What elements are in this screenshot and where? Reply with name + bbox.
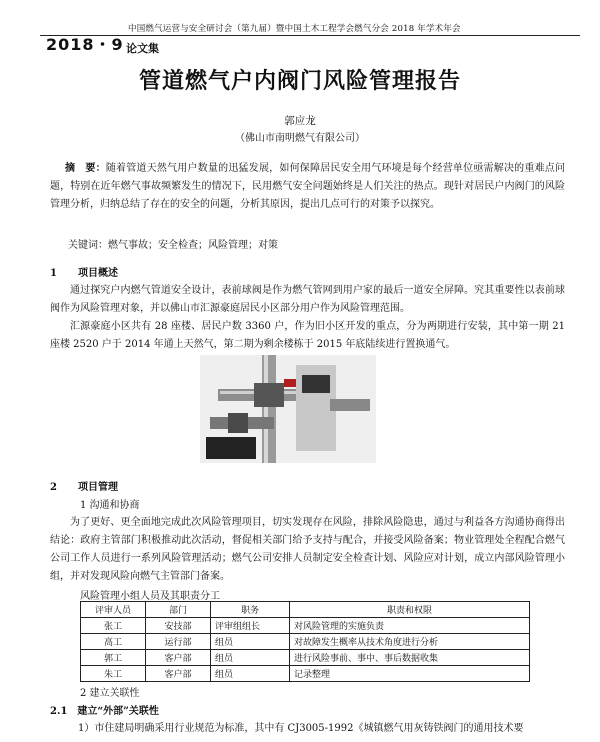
section-1-paragraph-2: 汇源豪庭小区共有 28 座楼、居民户数 3360 户，作为旧小区开发的重点，分为两期进行安装，其中第一期 21 座楼 2520 户于 2014 年通上天然气，第二期为剩余楼栋于 2015 年底陆续进行置换通气。	[50, 321, 565, 350]
dept-cell: 客户部	[146, 650, 211, 666]
subsection-2-1-heading: 2.1 建立“外部”关联性	[50, 706, 159, 717]
header-cell: 职务	[211, 602, 290, 618]
duty-cell: 对故障发生概率从技术角度进行分析	[290, 634, 530, 650]
duty-cell: 记录整理	[290, 666, 530, 682]
header-cell: 职责和权限	[290, 602, 530, 618]
affiliation: （佛山市南明燃气有限公司）	[235, 133, 365, 144]
year-issue: 2018・9	[46, 35, 124, 54]
outlet-pipe	[330, 399, 370, 411]
section-label: 论文集	[126, 42, 159, 55]
responsibility-table	[80, 601, 530, 682]
name-cell: 高工	[81, 634, 146, 650]
table-row	[81, 618, 530, 634]
valve-photo	[200, 355, 376, 463]
role-cell: 组员	[211, 650, 290, 666]
abstract-text: 随着管道天然气用户数量的迅猛发展，如何保障居民安全用气环境是每个经营单位亟需解决的重难点问题，特别在近年燃气事故频繁发生的情况下，民用燃气安全问题始终是人们关注的热点。现针对居民户内阀门的风险管理分析，归纳总结了存在的安全的问题，分析其原因，提出几点可行的对策予以探究。	[50, 163, 566, 210]
role-cell: 评审组组长	[211, 618, 290, 634]
role-cell: 组员	[211, 666, 290, 682]
table-header-row	[81, 602, 530, 618]
ball-valve-body	[254, 383, 284, 407]
name-cell: 郭工	[81, 650, 146, 666]
section-2-paragraph-1: 为了更好、更全面地完成此次风险管理项目，切实发现存在风险，排除风险隐患，通过与利益各方沟通协商得出结论：政府主管部门积极推动此次活动，督促相关部门给予支持与配合，并接受风险备案；物业管理处全程配合燃气公司工作人员进行一系列风险管理活动；燃气公司安排人员制定安全检查计划、风险应对计划，成立内部风险管理小组，并对发现风险向燃气主管部门备案。	[50, 517, 565, 582]
duty-cell: 对风险管理的实施负责	[290, 618, 530, 634]
section-1-number: 1	[50, 268, 57, 279]
subsection-2-2: 2 建立关联性	[80, 688, 140, 699]
subsection-2-1: 1 沟通和协商	[80, 500, 140, 511]
abstract	[50, 160, 565, 214]
keywords: 关键词：燃气事故；安全检查；风险管理；对策	[68, 240, 278, 251]
name-cell: 朱工	[81, 666, 146, 682]
section-2-title: 项目管理	[78, 482, 118, 493]
pipe-highlight	[264, 355, 268, 463]
table-row	[81, 666, 530, 682]
duty-cell: 进行风险事前、事中、事后数据收集	[290, 650, 530, 666]
wall-shadow	[206, 437, 256, 459]
header-cell: 评审人员	[81, 602, 146, 618]
header-cell: 部门	[146, 602, 211, 618]
meter-display	[302, 375, 330, 393]
section-2-heading	[50, 478, 118, 493]
conference-header: 中国燃气运营与安全研讨会（第九届）暨中国土木工程学会燃气分会 2018 年学术年会	[128, 24, 461, 34]
abstract-label: 摘 要：	[65, 163, 106, 174]
section-2-number: 2	[50, 482, 57, 493]
author: 郭应龙	[284, 115, 316, 127]
role-cell: 组员	[211, 634, 290, 650]
lower-fitting	[228, 413, 248, 433]
table-row	[81, 634, 530, 650]
section-1-paragraph-1: 通过探究户内燃气管道安全设计，表前球阀是作为燃气管网到用户家的最后一道安全屏障。究其重要性以表前球阀作为风险管理对象，并以佛山市汇源豪庭居民小区部分用户作为风险管理范围。	[50, 285, 565, 314]
table-row	[81, 650, 530, 666]
dept-cell: 客户部	[146, 666, 211, 682]
table-caption: 风险管理小组人员及其职责分工	[80, 591, 220, 602]
section-2-1-text: 1）市住建局明确采用行业规范为标准，其中有 CJ3005-1992《城镇燃气用灰铸铁阀门的通用技术要	[78, 723, 524, 734]
section-1-heading	[50, 264, 118, 279]
paper-title: 管道燃气户内阀门风险管理报告	[138, 69, 461, 94]
dept-cell: 运行部	[146, 634, 211, 650]
section-1-title: 项目概述	[78, 268, 118, 279]
dept-cell: 安技部	[146, 618, 211, 634]
name-cell: 张工	[81, 618, 146, 634]
